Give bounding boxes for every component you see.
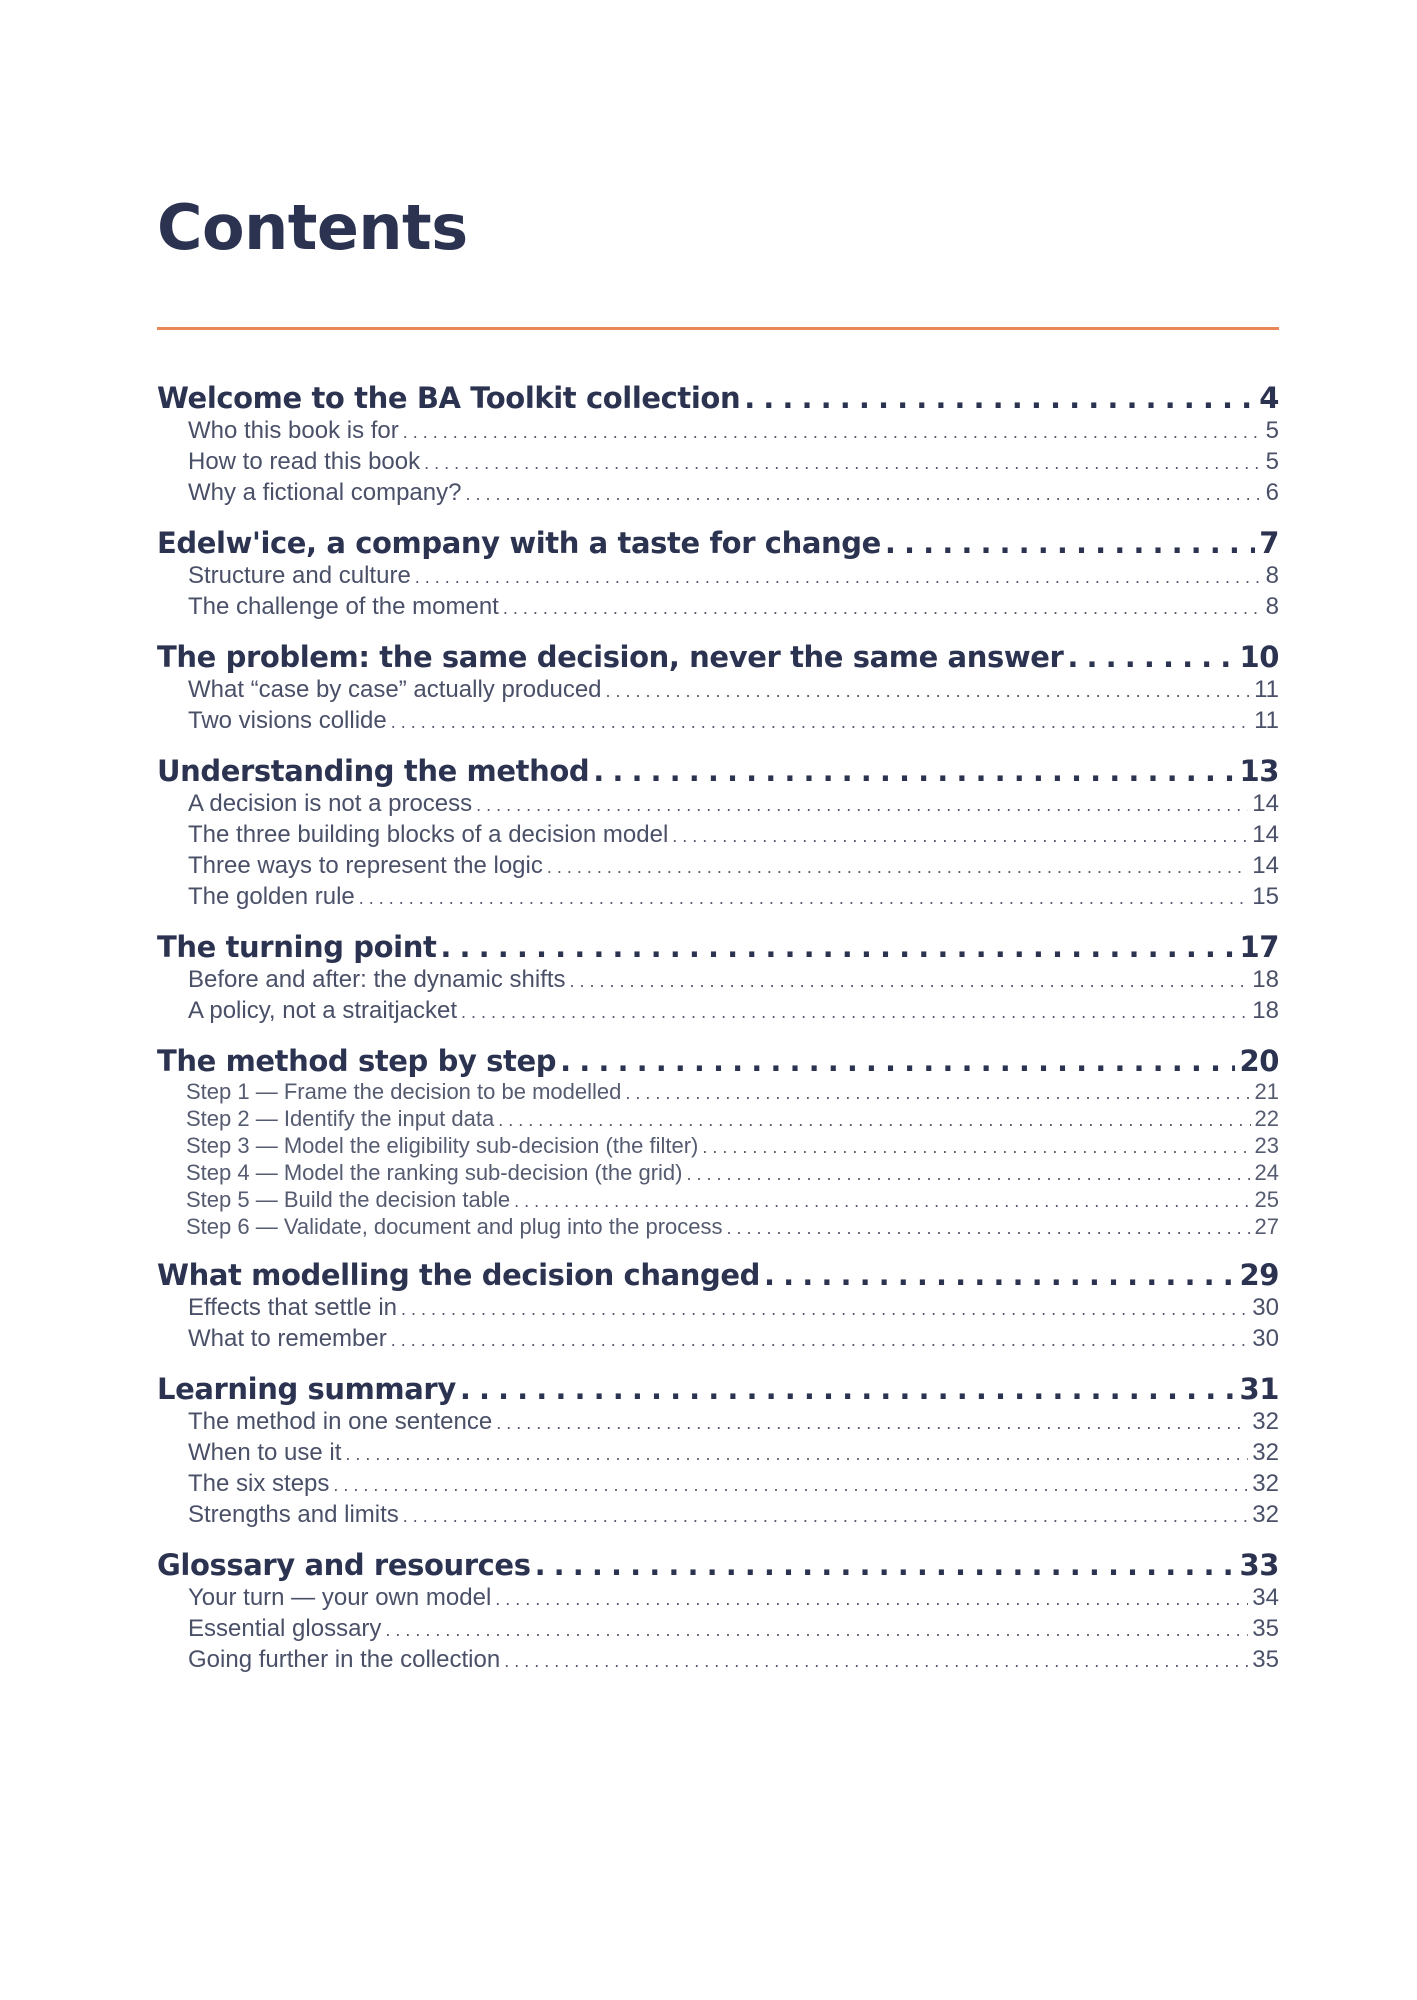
toc-section-entry[interactable] — [157, 789, 1279, 820]
dot-leader — [570, 967, 1249, 996]
dot-leader — [764, 1257, 1235, 1293]
toc-chapter-entry[interactable] — [157, 380, 1279, 416]
toc-chapter-group — [157, 1371, 1279, 1531]
chapter-page-number: 29 — [1239, 1258, 1279, 1292]
dot-leader — [686, 1162, 1250, 1187]
section-title: The method in one sentence — [188, 1408, 493, 1435]
dot-leader — [415, 563, 1262, 592]
dot-leader — [885, 525, 1255, 561]
section-title: The six steps — [188, 1470, 330, 1497]
dot-leader — [345, 1440, 1248, 1469]
toc-chapter-group — [157, 1257, 1279, 1355]
toc-section-entry[interactable] — [157, 561, 1279, 592]
toc-section-entry[interactable] — [157, 965, 1279, 996]
dot-leader — [403, 1502, 1249, 1531]
toc-section-entry[interactable] — [157, 1469, 1279, 1500]
dot-leader — [514, 1189, 1250, 1214]
toc-section-entry[interactable] — [157, 1187, 1279, 1214]
toc-section-entry[interactable] — [157, 416, 1279, 447]
section-page-number: 11 — [1254, 676, 1279, 703]
toc-chapter-entry[interactable] — [157, 1371, 1279, 1407]
section-title: Before and after: the dynamic shifts — [188, 966, 566, 993]
dot-leader — [424, 449, 1262, 478]
section-title: What “case by case” actually produced — [188, 676, 602, 703]
title-divider — [157, 327, 1279, 330]
chapter-page-number: 33 — [1239, 1548, 1279, 1582]
toc-section-entry[interactable] — [157, 1645, 1279, 1676]
section-title: When to use it — [188, 1439, 342, 1466]
section-page-number: 23 — [1254, 1133, 1279, 1158]
section-title: Effects that settle in — [188, 1294, 398, 1321]
section-page-number: 30 — [1252, 1294, 1279, 1321]
dot-leader — [385, 1616, 1248, 1645]
dot-leader — [744, 380, 1255, 416]
section-title: Going further in the collection — [188, 1646, 501, 1673]
section-title: The challenge of the moment — [188, 593, 499, 620]
dot-leader — [403, 418, 1262, 447]
chapter-page-number: 7 — [1259, 526, 1279, 560]
toc-section-entry[interactable] — [157, 592, 1279, 623]
dot-leader — [560, 1043, 1235, 1079]
chapter-page-number: 10 — [1239, 640, 1279, 674]
section-title: Why a fictional company? — [188, 479, 462, 506]
chapter-title: Learning summary — [157, 1372, 456, 1406]
toc-section-entry[interactable] — [157, 1214, 1279, 1241]
chapter-title: Welcome to the BA Toolkit collection — [157, 381, 741, 415]
toc-chapter-group — [157, 525, 1279, 623]
dot-leader — [702, 1135, 1250, 1160]
section-page-number: 5 — [1265, 448, 1279, 475]
section-page-number: 32 — [1252, 1408, 1279, 1435]
dot-leader — [359, 884, 1249, 913]
dot-leader — [333, 1471, 1248, 1500]
toc-section-entry[interactable] — [157, 1293, 1279, 1324]
toc-chapter-group — [157, 1547, 1279, 1676]
section-page-number: 8 — [1265, 562, 1279, 589]
section-page-number: 27 — [1254, 1214, 1279, 1239]
page-title: Contents — [157, 191, 468, 264]
table-of-contents — [157, 380, 1279, 1692]
section-title: Step 5 — Build the decision table — [186, 1187, 511, 1212]
dot-leader — [535, 1547, 1236, 1583]
toc-chapter-group — [157, 753, 1279, 913]
chapter-title: The turning point — [157, 930, 437, 964]
toc-section-entry[interactable] — [157, 1407, 1279, 1438]
dot-leader — [498, 1108, 1250, 1133]
chapter-page-number: 4 — [1259, 381, 1279, 415]
dot-leader — [476, 791, 1248, 820]
section-title: Step 2 — Identify the input data — [186, 1106, 495, 1131]
section-title: Step 4 — Model the ranking sub-decision (the grid) — [186, 1160, 683, 1185]
section-page-number: 35 — [1252, 1615, 1279, 1642]
chapter-page-number: 17 — [1239, 930, 1279, 964]
toc-chapter-group — [157, 1043, 1279, 1241]
section-page-number: 35 — [1252, 1646, 1279, 1673]
dot-leader — [495, 1585, 1248, 1614]
dot-leader — [593, 753, 1235, 789]
toc-section-entry[interactable] — [157, 996, 1279, 1027]
toc-chapter-group — [157, 639, 1279, 737]
toc-section-entry[interactable] — [157, 447, 1279, 478]
section-title: The golden rule — [188, 883, 355, 910]
section-title: How to read this book — [188, 448, 421, 475]
toc-chapter-entry[interactable] — [157, 1547, 1279, 1583]
chapter-page-number: 13 — [1239, 754, 1279, 788]
toc-section-entry[interactable] — [157, 1079, 1279, 1106]
section-title: The three building blocks of a decision model — [188, 821, 669, 848]
section-page-number: 5 — [1265, 417, 1279, 444]
section-title: Essential glossary — [188, 1615, 382, 1642]
dot-leader — [672, 822, 1248, 851]
section-title: Step 6 — Validate, document and plug into the process — [186, 1214, 723, 1239]
toc-chapter-group — [157, 929, 1279, 1027]
toc-chapter-entry[interactable] — [157, 525, 1279, 561]
dot-leader — [504, 1647, 1248, 1676]
toc-chapter-entry[interactable] — [157, 639, 1279, 675]
section-title: Step 1 — Frame the decision to be modelled — [186, 1079, 622, 1104]
toc-section-entry[interactable] — [157, 851, 1279, 882]
toc-section-entry[interactable] — [157, 1106, 1279, 1133]
section-page-number: 30 — [1252, 1325, 1279, 1352]
toc-section-entry[interactable] — [157, 1500, 1279, 1531]
section-title: Strengths and limits — [188, 1501, 399, 1528]
chapter-page-number: 20 — [1239, 1044, 1279, 1078]
section-page-number: 14 — [1252, 790, 1279, 817]
section-page-number: 34 — [1252, 1584, 1279, 1611]
chapter-title: What modelling the decision changed — [157, 1258, 760, 1292]
section-page-number: 6 — [1265, 479, 1279, 506]
chapter-title: Glossary and resources — [157, 1548, 531, 1582]
chapter-page-number: 31 — [1239, 1372, 1279, 1406]
section-title: A policy, not a straitjacket — [188, 997, 458, 1024]
section-title: A decision is not a process — [188, 790, 473, 817]
toc-section-entry[interactable] — [157, 1583, 1279, 1614]
dot-leader — [391, 1326, 1249, 1355]
toc-section-entry[interactable] — [157, 820, 1279, 851]
section-page-number: 32 — [1252, 1439, 1279, 1466]
section-title: Who this book is for — [188, 417, 399, 444]
section-page-number: 21 — [1254, 1079, 1279, 1104]
toc-section-entry[interactable] — [157, 706, 1279, 737]
dot-leader — [606, 677, 1251, 706]
section-page-number: 8 — [1265, 593, 1279, 620]
dot-leader — [461, 998, 1248, 1027]
dot-leader — [625, 1081, 1250, 1106]
section-title: Structure and culture — [188, 562, 411, 589]
toc-chapter-group — [157, 380, 1279, 509]
toc-section-entry[interactable] — [157, 1438, 1279, 1469]
dot-leader — [391, 708, 1250, 737]
toc-chapter-entry[interactable] — [157, 1043, 1279, 1079]
dot-leader — [727, 1216, 1251, 1241]
section-title: What to remember — [188, 1325, 387, 1352]
toc-chapter-entry[interactable] — [157, 753, 1279, 789]
chapter-title: The problem: the same decision, never the same answer — [157, 640, 1064, 674]
dot-leader — [440, 929, 1235, 965]
section-page-number: 24 — [1254, 1160, 1279, 1185]
section-title: Two visions collide — [188, 707, 387, 734]
dot-leader — [547, 853, 1248, 882]
dot-leader — [503, 594, 1262, 623]
section-page-number: 25 — [1254, 1187, 1279, 1212]
toc-section-entry[interactable] — [157, 478, 1279, 509]
section-page-number: 18 — [1252, 966, 1279, 993]
section-page-number: 14 — [1252, 821, 1279, 848]
section-page-number: 32 — [1252, 1501, 1279, 1528]
toc-section-entry[interactable] — [157, 1324, 1279, 1355]
toc-section-entry[interactable] — [157, 675, 1279, 706]
section-title: Step 3 — Model the eligibility sub-decision (the filter) — [186, 1133, 699, 1158]
chapter-title: Edelw'ice, a company with a taste for change — [157, 526, 881, 560]
chapter-title: The method step by step — [157, 1044, 557, 1078]
dot-leader — [460, 1371, 1236, 1407]
section-page-number: 11 — [1254, 707, 1279, 734]
toc-section-entry[interactable] — [157, 1160, 1279, 1187]
toc-chapter-entry[interactable] — [157, 1257, 1279, 1293]
section-page-number: 14 — [1252, 852, 1279, 879]
section-title: Three ways to represent the logic — [188, 852, 543, 879]
section-page-number: 22 — [1254, 1106, 1279, 1131]
dot-leader — [401, 1295, 1248, 1324]
toc-section-entry[interactable] — [157, 882, 1279, 913]
section-page-number: 15 — [1252, 883, 1279, 910]
dot-leader — [1067, 639, 1235, 675]
chapter-title: Understanding the method — [157, 754, 590, 788]
toc-section-entry[interactable] — [157, 1614, 1279, 1645]
dot-leader — [465, 480, 1261, 509]
section-page-number: 32 — [1252, 1470, 1279, 1497]
section-title: Your turn — your own model — [188, 1584, 492, 1611]
toc-section-entry[interactable] — [157, 1133, 1279, 1160]
dot-leader — [496, 1409, 1248, 1438]
toc-chapter-entry[interactable] — [157, 929, 1279, 965]
section-page-number: 18 — [1252, 997, 1279, 1024]
